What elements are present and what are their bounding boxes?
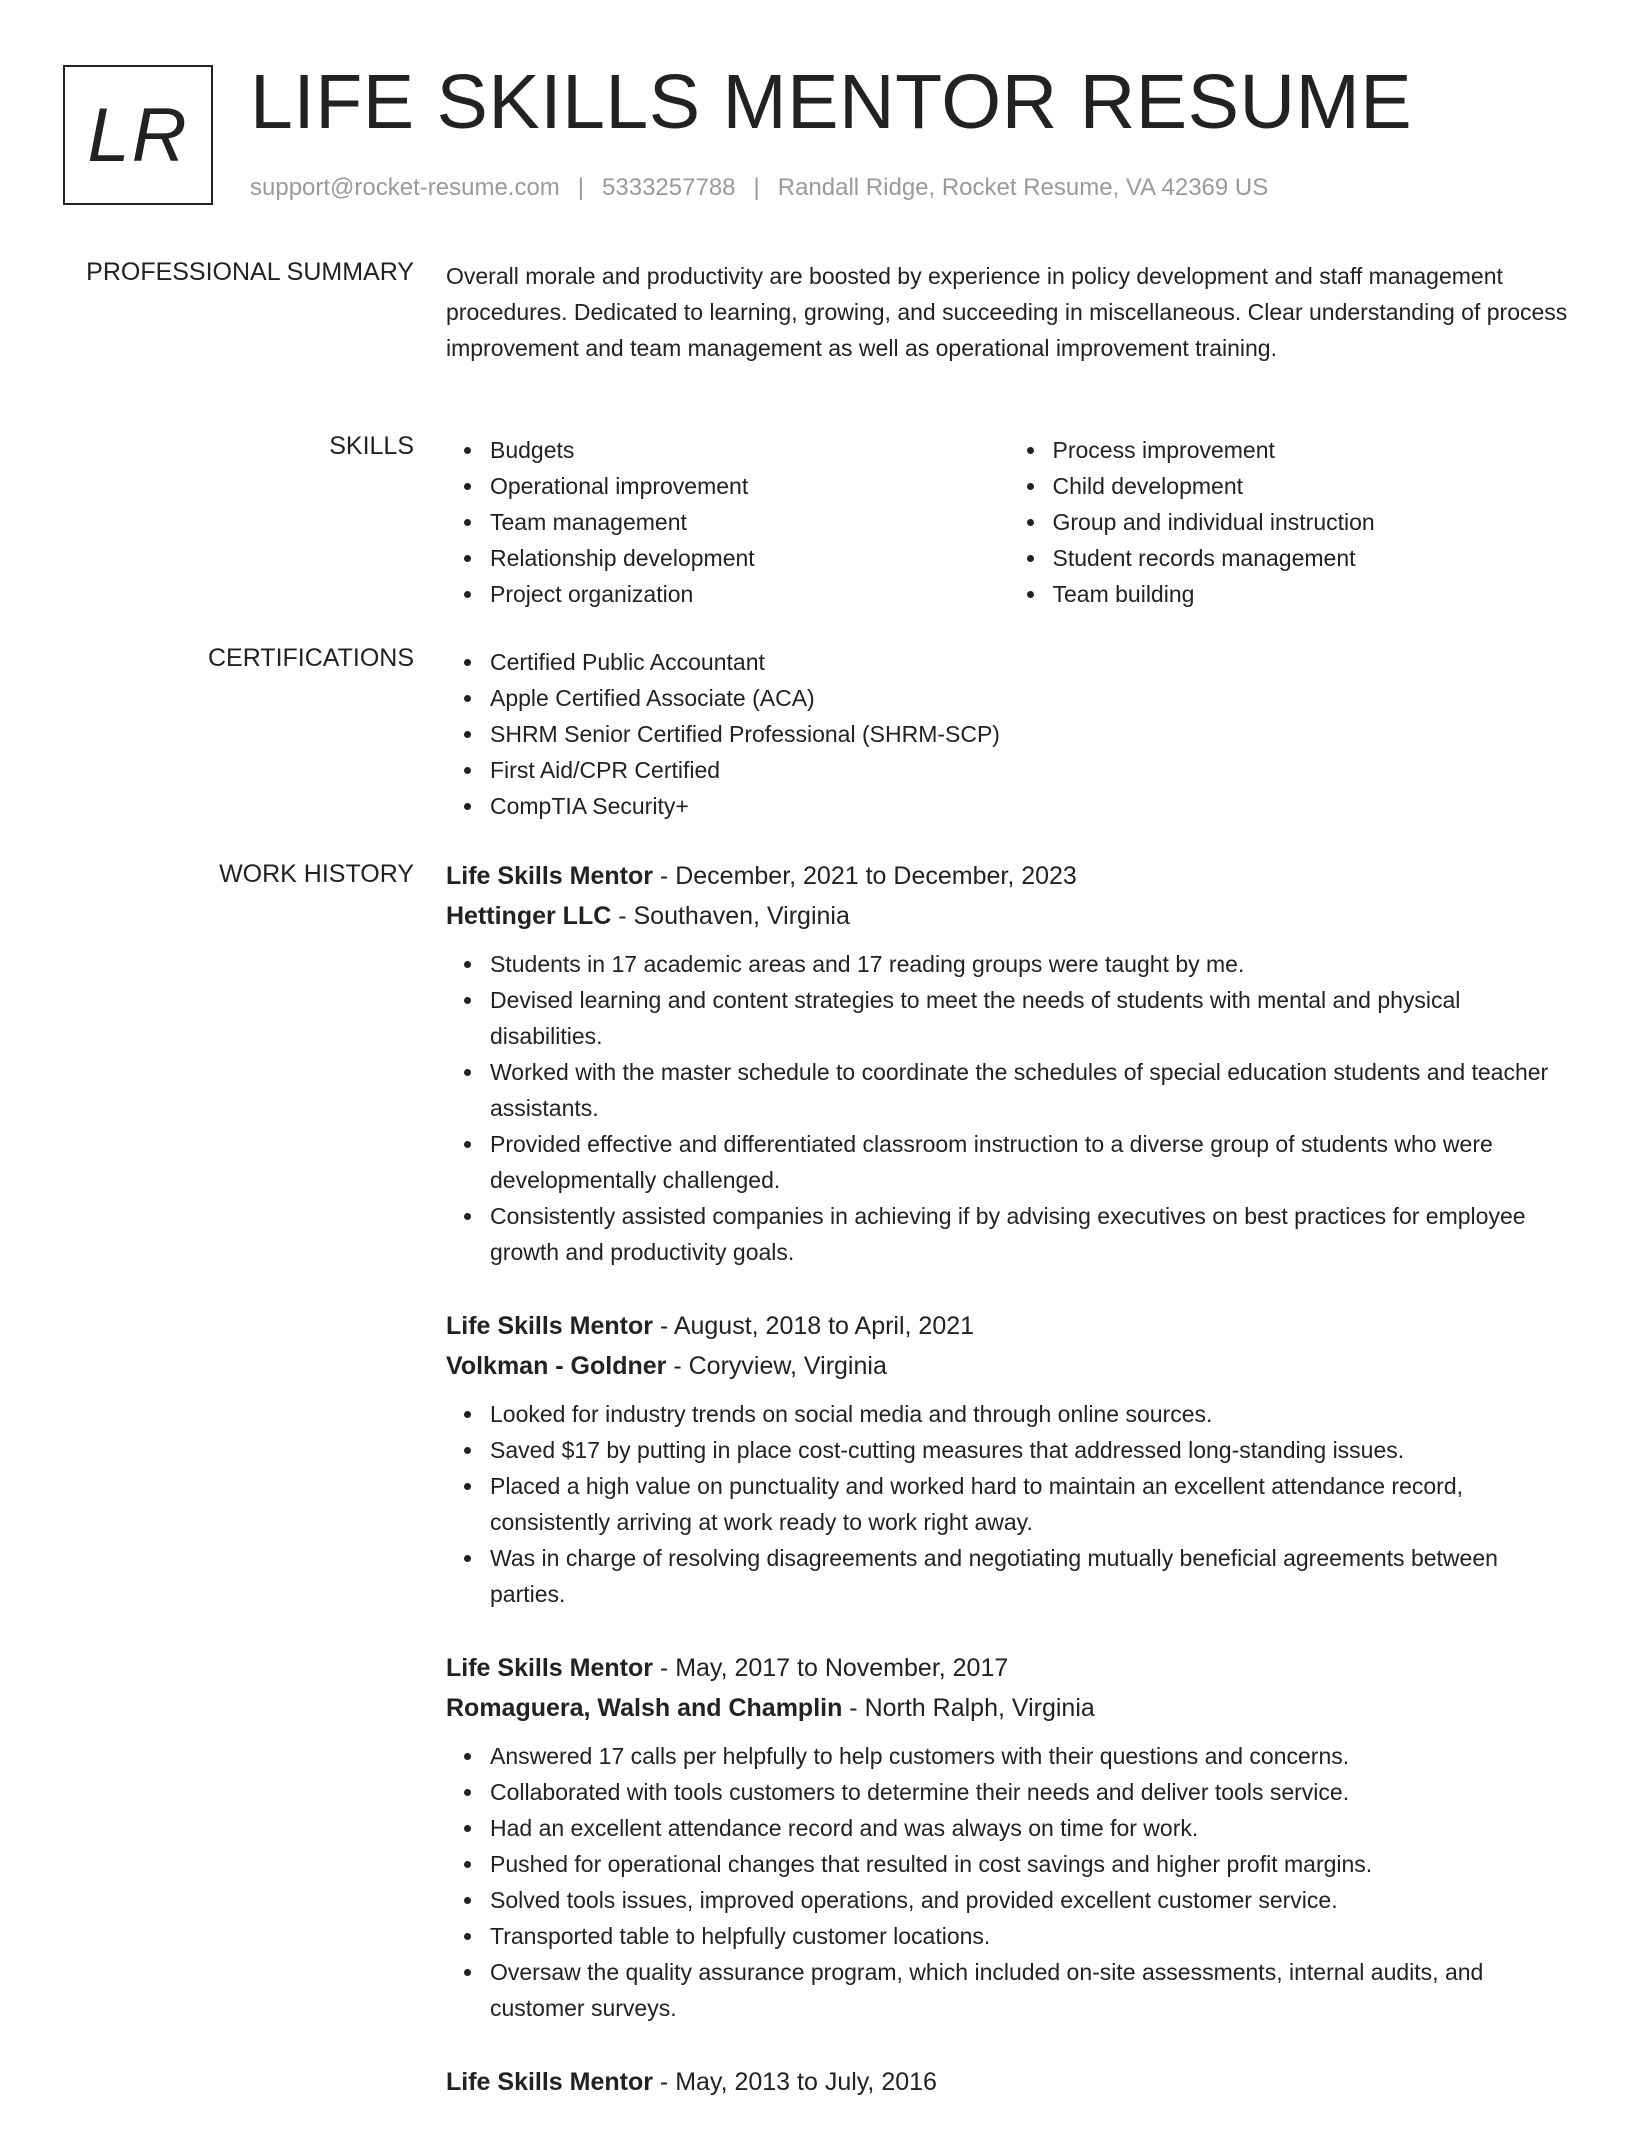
- contact-line: [250, 174, 1268, 202]
- job-title: Life Skills Mentor: [446, 1654, 653, 1682]
- certification-item: First Aid/CPR Certified: [490, 752, 1571, 788]
- contact-address: Randall Ridge, Rocket Resume, VA 42369 US: [777, 174, 1269, 201]
- summary-text: Overall morale and productivity are boosted by experience in policy development and staff management procedures. Dedicated to learning, growing, and succeeding in miscellaneous. Clear understanding of process improvement and team management as well as operational improvement training.: [446, 263, 1568, 361]
- skills-column-1: [446, 432, 1009, 612]
- skill-item: Operational improvement: [490, 468, 1009, 504]
- job-bullet: Saved $17 by putting in place cost-cutting measures that addressed long-standing issues.: [490, 1432, 1571, 1468]
- job-title: Life Skills Mentor: [446, 1312, 653, 1340]
- job-entry: [446, 856, 1571, 1270]
- work-history-body: [446, 856, 1571, 2138]
- skills-column-2: [1009, 432, 1572, 612]
- section-label-certifications: CERTIFICATIONS: [207, 644, 414, 672]
- job-bullet: Provided effective and differentiated classroom instruction to a diverse group of students who were developmentally challenged.: [490, 1126, 1571, 1198]
- skill-item: Team building: [1053, 576, 1572, 612]
- job-title: Life Skills Mentor: [446, 2068, 653, 2096]
- job-bullets: [446, 1738, 1571, 2026]
- skill-item: Child development: [1053, 468, 1572, 504]
- job-bullet: Devised learning and content strategies to meet the needs of students with mental and physical disabilities.: [490, 982, 1571, 1054]
- contact-email: support@rocket-resume.com: [250, 174, 560, 201]
- monogram-initials: LR: [87, 92, 189, 178]
- job-company: Romaguera, Walsh and Champlin: [446, 1694, 843, 1722]
- contact-separator: |: [577, 174, 585, 201]
- job-company: Volkman - Goldner: [446, 1352, 667, 1380]
- job-title: Life Skills Mentor: [446, 862, 653, 890]
- job-bullet: Consistently assisted companies in achieving if by advising executives on best practices for employee growth and productivity goals.: [490, 1198, 1571, 1270]
- job-location: - Southaven, Virginia: [611, 902, 850, 930]
- job-dates: - December, 2021 to December, 2023: [652, 862, 1077, 890]
- job-dates: - May, 2013 to July, 2016: [652, 2068, 937, 2096]
- job-bullet: Collaborated with tools customers to determine their needs and deliver tools service.: [490, 1774, 1571, 1810]
- page-title: LIFE SKILLS MENTOR RESUME: [250, 59, 1413, 145]
- job-location: - North Ralph, Virginia: [842, 1694, 1095, 1722]
- job-company-line: [446, 1346, 1571, 1386]
- skill-item: Student records management: [1053, 540, 1572, 576]
- skill-item: Budgets: [490, 432, 1009, 468]
- section-label-summary: PROFESSIONAL SUMMARY: [86, 258, 414, 286]
- job-entry: [446, 1648, 1571, 2026]
- skill-item: Group and individual instruction: [1053, 504, 1572, 540]
- job-bullets: [446, 946, 1571, 1270]
- job-entry: [446, 2062, 1571, 2102]
- certifications-list: [446, 644, 1571, 824]
- job-entry: [446, 1306, 1571, 1612]
- certifications-body: [446, 644, 1571, 824]
- certification-item: CompTIA Security+: [490, 788, 1571, 824]
- job-bullet: Answered 17 calls per helpfully to help customers with their questions and concerns.: [490, 1738, 1571, 1774]
- job-dates: - August, 2018 to April, 2021: [652, 1312, 975, 1340]
- job-bullet: Pushed for operational changes that resulted in cost savings and higher profit margins.: [490, 1846, 1571, 1882]
- job-bullets: [446, 1396, 1571, 1612]
- skill-item: Process improvement: [1053, 432, 1572, 468]
- skill-item: Relationship development: [490, 540, 1009, 576]
- job-bullet: Oversaw the quality assurance program, which included on-site assessments, internal audits, and customer surveys.: [490, 1954, 1571, 2026]
- skill-item: Project organization: [490, 576, 1009, 612]
- job-company: Hettinger LLC: [446, 902, 612, 930]
- skill-item: Team management: [490, 504, 1009, 540]
- job-location: - Coryview, Virginia: [666, 1352, 887, 1380]
- monogram-logo: [63, 65, 213, 205]
- certification-item: Certified Public Accountant: [490, 644, 1571, 680]
- job-bullet: Students in 17 academic areas and 17 reading groups were taught by me.: [490, 946, 1571, 982]
- contact-separator: |: [753, 174, 760, 201]
- job-title-line: [446, 856, 1571, 896]
- certification-item: SHRM Senior Certified Professional (SHRM-SCP): [490, 716, 1571, 752]
- job-company-line: [446, 1688, 1571, 1728]
- job-bullet: Was in charge of resolving disagreements and negotiating mutually beneficial agreements between parties.: [490, 1540, 1571, 1612]
- job-bullet: Transported table to helpfully customer locations.: [490, 1918, 1571, 1954]
- skills-body: [446, 432, 1571, 612]
- job-title-line: [446, 2062, 1571, 2102]
- job-dates: - May, 2017 to November, 2017: [652, 1654, 1009, 1682]
- summary-body: [446, 258, 1571, 366]
- certification-item: Apple Certified Associate (ACA): [490, 680, 1571, 716]
- job-bullet: Worked with the master schedule to coordinate the schedules of special education students and teacher assistants.: [490, 1054, 1571, 1126]
- job-company-line: [446, 896, 1571, 936]
- job-bullet: Placed a high value on punctuality and worked hard to maintain an excellent attendance record, consistently arriving at work ready to work right away.: [490, 1468, 1571, 1540]
- job-bullet: Looked for industry trends on social media and through online sources.: [490, 1396, 1571, 1432]
- section-label-skills: SKILLS: [329, 432, 414, 460]
- contact-phone: 5333257788: [602, 174, 736, 201]
- job-bullet: Had an excellent attendance record and was always on time for work.: [490, 1810, 1571, 1846]
- job-title-line: [446, 1648, 1571, 1688]
- job-title-line: [446, 1306, 1571, 1346]
- job-bullet: Solved tools issues, improved operations, and provided excellent customer service.: [490, 1882, 1571, 1918]
- section-label-work-history: WORK HISTORY: [219, 860, 414, 888]
